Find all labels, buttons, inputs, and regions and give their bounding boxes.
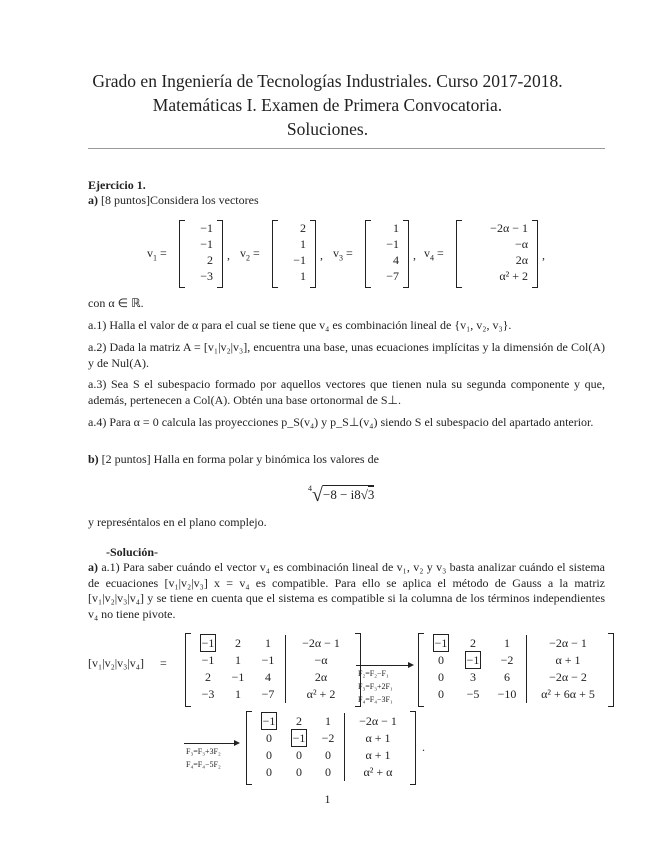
vector-v3-entry: 1 bbox=[393, 221, 399, 235]
matrix-1-cell: 1 bbox=[235, 653, 241, 667]
matrix-2-augment-line bbox=[526, 635, 527, 703]
matrix-2-cell: 3 bbox=[470, 670, 476, 684]
matrix-3-cell: −1 bbox=[292, 731, 306, 745]
gauss-eq: = bbox=[160, 656, 167, 670]
matrix-1-augment-line bbox=[285, 635, 286, 703]
matrix-3-cell: α + 1 bbox=[365, 731, 391, 745]
matrix-1-cell: −1 bbox=[201, 653, 215, 667]
header-line1: Grado en Ingeniería de Tecnologías Industriales. Curso 2017-2018. bbox=[92, 71, 563, 91]
matrix-2-cell: −10 bbox=[497, 687, 517, 701]
matrix-2-right-bracket bbox=[608, 633, 614, 707]
gauss-lhs: [v₁|v₂|v₃|v₄] bbox=[88, 656, 144, 670]
matrix-3-cell: 0 bbox=[266, 731, 272, 745]
question-a4: a.4) Para α = 0 calcula las proyecciones p_S(v₄) y p_S⊥(v₄) siendo S el subespacio del apartado anterior. bbox=[88, 415, 594, 429]
root-expression: $^4$√−8 − i8√3 bbox=[308, 484, 375, 506]
vector-v4-label: $v_4$ = bbox=[424, 246, 444, 263]
vector-v3-entry: −7 bbox=[386, 269, 399, 283]
vector-v4-entry: −2α − 1 bbox=[490, 221, 528, 235]
matrix-1-left-bracket bbox=[185, 633, 191, 707]
matrix-3-augment-line bbox=[344, 713, 345, 781]
step-1-op: F₃=F₃+2F₁ bbox=[358, 682, 393, 691]
matrix-3-cell: 1 bbox=[325, 714, 331, 728]
question-a2: a.2) Dada la matriz A = [v₁|v₂|v₃], encuentra una base, unas ecuaciones implícitas y la dimensión de Col(A) y de Nul(A). bbox=[88, 340, 605, 370]
matrix-1-cell: −1 bbox=[201, 636, 215, 650]
matrix-3-cell: 0 bbox=[296, 765, 302, 779]
vector-v3-right-bracket bbox=[403, 220, 409, 288]
vector-v4-entry: α² + 2 bbox=[499, 269, 528, 283]
vector-v1-right-bracket bbox=[217, 220, 223, 288]
matrix-3-cell: α + 1 bbox=[365, 748, 391, 762]
matrix-1-cell: 2 bbox=[235, 636, 241, 650]
matrix-2-cell: 0 bbox=[438, 653, 444, 667]
part-a-intro: a) [8 puntos]Considera los vectores bbox=[88, 193, 259, 207]
matrix-2-cell: 1 bbox=[504, 636, 510, 650]
matrix-3-cell: 0 bbox=[296, 748, 302, 762]
vector-separator: , bbox=[227, 248, 230, 262]
matrix-1-cell: −3 bbox=[201, 687, 215, 701]
step-2-arrow bbox=[184, 743, 238, 744]
matrix-3-cell: 0 bbox=[325, 765, 331, 779]
matrix-3-cell: α² + α bbox=[363, 765, 393, 779]
part-b-after: y represéntalos en el plano complejo. bbox=[88, 515, 267, 529]
vector-v1-entry: −1 bbox=[200, 237, 213, 251]
end-dot: . bbox=[422, 740, 425, 754]
matrix-3-right-bracket bbox=[410, 711, 416, 785]
header-line2: Matemáticas I. Examen de Primera Convocatoria. bbox=[152, 95, 503, 115]
step-1-op: F₂=F₂−F₁ bbox=[358, 669, 389, 678]
matrix-2-cell: α² + 6α + 5 bbox=[541, 687, 595, 701]
matrix-2-cell: α + 1 bbox=[555, 653, 581, 667]
matrix-1-cell: −7 bbox=[261, 687, 275, 701]
vector-separator: , bbox=[413, 248, 416, 262]
con-alpha: con α ∈ ℝ. bbox=[88, 296, 144, 310]
vector-v2-label: $v_2$ = bbox=[240, 246, 260, 263]
vector-v2-entry: −1 bbox=[293, 253, 306, 267]
exercise-title: Ejercicio 1. bbox=[88, 178, 146, 192]
vector-v3-entry: −1 bbox=[386, 237, 399, 251]
matrix-2-cell: −2α − 1 bbox=[549, 636, 587, 650]
question-a1: a.1) Halla el valor de α para el cual se tiene que v₄ es combinación lineal de {v₁, v₂, v₃}. bbox=[88, 318, 512, 332]
matrix-1-cell: 1 bbox=[265, 636, 271, 650]
matrix-3-cell: 2 bbox=[296, 714, 302, 728]
vector-v2-entry: 1 bbox=[300, 269, 306, 283]
matrix-1-cell: −2α − 1 bbox=[302, 636, 340, 650]
matrix-2-cell: −2α − 2 bbox=[549, 670, 587, 684]
matrix-2-left-bracket bbox=[418, 633, 424, 707]
vector-v1-label: $v_1$ = bbox=[147, 246, 167, 263]
matrix-1-cell: 1 bbox=[235, 687, 241, 701]
step-2-op: F₄=F₄−5F₂ bbox=[186, 760, 221, 769]
vector-v2-entry: 1 bbox=[300, 237, 306, 251]
matrix-1-cell: −α bbox=[314, 653, 328, 667]
solution-paragraph: a) a.1) Para saber cuándo el vector v₄ es combinación lineal de v₁, v₂ y v₃ basta analizar cuándo el sistema de ecuaciones [v₁|v₂|v₃] x = v₄ es compatible. Para ello se aplica el método de Gauss a la matriz [v₁|v₂|v₃|v₄] y se tiene en cuenta que el sistema es compatible si la columna de los términos independientes v₄ no tiene pivote. bbox=[88, 560, 605, 621]
step-1-arrow bbox=[356, 665, 412, 666]
matrix-1-cell: α² + 2 bbox=[306, 687, 336, 701]
matrix-3-cell: 0 bbox=[266, 748, 272, 762]
matrix-3-cell: −2α − 1 bbox=[359, 714, 397, 728]
matrix-1-cell: 2α bbox=[314, 670, 328, 684]
matrix-2-cell: −2 bbox=[500, 653, 514, 667]
matrix-3-cell: −2 bbox=[321, 731, 335, 745]
solution-title: -Solución- bbox=[106, 545, 159, 559]
vector-v1-entry: 2 bbox=[207, 253, 213, 267]
step-2-op: F₃=F₃+3F₂ bbox=[186, 747, 221, 756]
matrix-3-cell: 0 bbox=[325, 748, 331, 762]
part-b: b) [2 puntos] Halla en forma polar y binómica los valores de bbox=[88, 452, 379, 466]
matrix-2-cell: 2 bbox=[470, 636, 476, 650]
vector-v2-entry: 2 bbox=[300, 221, 306, 235]
matrix-2-cell: −1 bbox=[434, 636, 448, 650]
root-inner: 3 bbox=[367, 487, 375, 502]
radical-icon: √ bbox=[312, 484, 323, 506]
header-line3: Soluciones. bbox=[286, 119, 369, 139]
matrix-3-cell: −1 bbox=[262, 714, 276, 728]
matrix-1-cell: −1 bbox=[261, 653, 275, 667]
matrix-2-cell: 6 bbox=[504, 670, 510, 684]
matrix-1-cell: −1 bbox=[231, 670, 245, 684]
vector-v4-entry: 2α bbox=[515, 253, 528, 267]
matrix-3-left-bracket bbox=[246, 711, 252, 785]
step-1-op: F₄=F₄−3F₁ bbox=[358, 695, 393, 704]
matrix-2-cell: −1 bbox=[466, 653, 480, 667]
page-number: 1 bbox=[324, 792, 331, 806]
matrix-1-cell: 4 bbox=[265, 670, 271, 684]
matrix-2-cell: 0 bbox=[438, 670, 444, 684]
matrix-1-cell: 2 bbox=[205, 670, 211, 684]
root-index: 4 bbox=[308, 484, 312, 493]
vector-v3-entry: 4 bbox=[393, 253, 399, 267]
vector-v4-entry: −α bbox=[514, 237, 528, 251]
vector-separator: , bbox=[542, 248, 545, 262]
header-rule bbox=[88, 148, 605, 149]
vector-v4-right-bracket bbox=[532, 220, 538, 288]
vector-v1-entry: −3 bbox=[200, 269, 213, 283]
question-a3: a.3) Sea S el subespacio formado por aquellos vectores que tienen nula su segunda componente y que, además, pertenecen a Col(A). Obtén una base ortonormal de S⊥. bbox=[88, 377, 605, 407]
vector-v2-right-bracket bbox=[310, 220, 316, 288]
vector-v1-entry: −1 bbox=[200, 221, 213, 235]
matrix-3-cell: 0 bbox=[266, 765, 272, 779]
root-radicand: −8 − i8 bbox=[322, 487, 361, 502]
vector-v3-label: $v_3$ = bbox=[333, 246, 353, 263]
vector-separator: , bbox=[320, 248, 323, 262]
matrix-2-cell: −5 bbox=[466, 687, 480, 701]
matrix-2-cell: 0 bbox=[438, 687, 444, 701]
